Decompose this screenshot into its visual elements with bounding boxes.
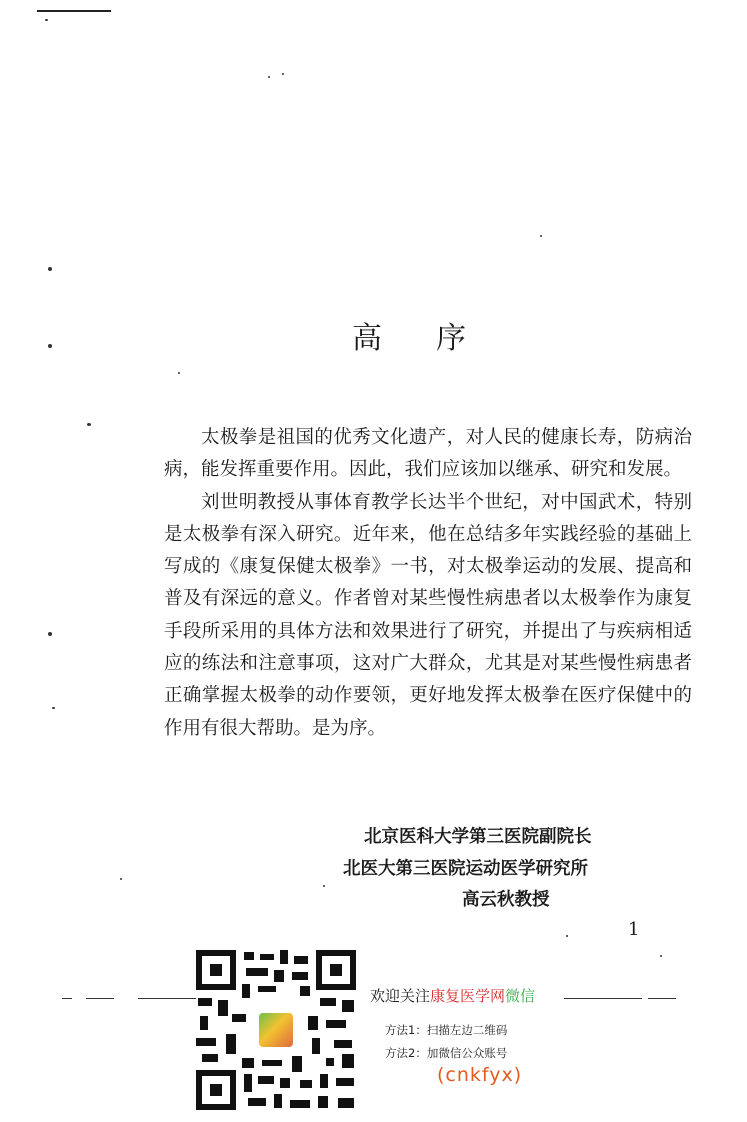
scan-speck xyxy=(268,76,270,78)
signature-line: 北医大第三医院运动医学研究所 xyxy=(343,859,588,879)
scan-speck xyxy=(566,935,568,937)
promo-site-name[interactable]: 康复医学网 xyxy=(430,987,506,1005)
promo-headline xyxy=(370,985,535,1006)
divider-line xyxy=(564,998,642,999)
scan-speck xyxy=(48,632,52,636)
qr-finder xyxy=(316,950,356,990)
site-logo xyxy=(254,1008,298,1052)
scan-speck xyxy=(120,878,122,880)
preface-body xyxy=(164,422,692,745)
scan-speck xyxy=(45,19,48,21)
scan-speck xyxy=(323,885,325,887)
page-number: 1 xyxy=(628,919,640,940)
scan-speck xyxy=(282,73,284,75)
divider-line xyxy=(138,998,196,999)
scan-speck xyxy=(48,267,52,271)
signature-name: 高云秋教授 xyxy=(462,890,550,910)
scan-speck xyxy=(87,423,91,426)
scan-speck xyxy=(48,344,52,348)
promo-method-1: 方法1：扫描左边二维码 xyxy=(385,1023,508,1037)
title-char: 高 xyxy=(352,321,382,356)
qr-code-icon[interactable] xyxy=(196,950,356,1110)
promo-method-2: 方法2：加微信公众账号 xyxy=(385,1046,508,1060)
qr-finder xyxy=(196,950,236,990)
scan-speck xyxy=(540,235,542,237)
divider-line xyxy=(86,998,114,999)
scan-speck xyxy=(178,372,180,374)
paragraph: 太极拳是祖国的优秀文化遗产，对人民的健康长寿，防病治病，能发挥重要作用。因此，我们应该加以继承、研究和发展。 xyxy=(164,427,692,481)
top-rule xyxy=(37,10,111,12)
title-char: 序 xyxy=(436,321,466,356)
scan-speck xyxy=(52,707,55,709)
scan-speck xyxy=(660,955,662,957)
qr-finder xyxy=(196,1070,236,1110)
signature-line: 北京医科大学第三医院副院长 xyxy=(364,827,592,847)
paragraph: 刘世明教授从事体育教学长达半个世纪，对中国武术，特别是太极拳有深入研究。近年来，他在总结多年实践经验的基础上写成的《康复保健太极拳》一书，对太极拳运动的发展、提高和普及有深远的意义。作者曾对某些慢性病患者以太极拳作为康复手段所采用的具体方法和效果进行了研究，并提出了与疾病相适应的练法和注意事项，这对广大群众，尤其是对某些慢性病患者正确掌握太极拳的动作要领，更好地发挥太极拳在医疗保健中的作用有很大帮助。是为序。 xyxy=(164,491,692,739)
divider-line xyxy=(62,998,72,999)
divider-line xyxy=(648,998,676,999)
promo-account[interactable]: (cnkfyx) xyxy=(437,1064,523,1086)
promo-wechat-word: 微信 xyxy=(505,987,536,1005)
promo-lead: 欢迎关注 xyxy=(370,987,431,1005)
